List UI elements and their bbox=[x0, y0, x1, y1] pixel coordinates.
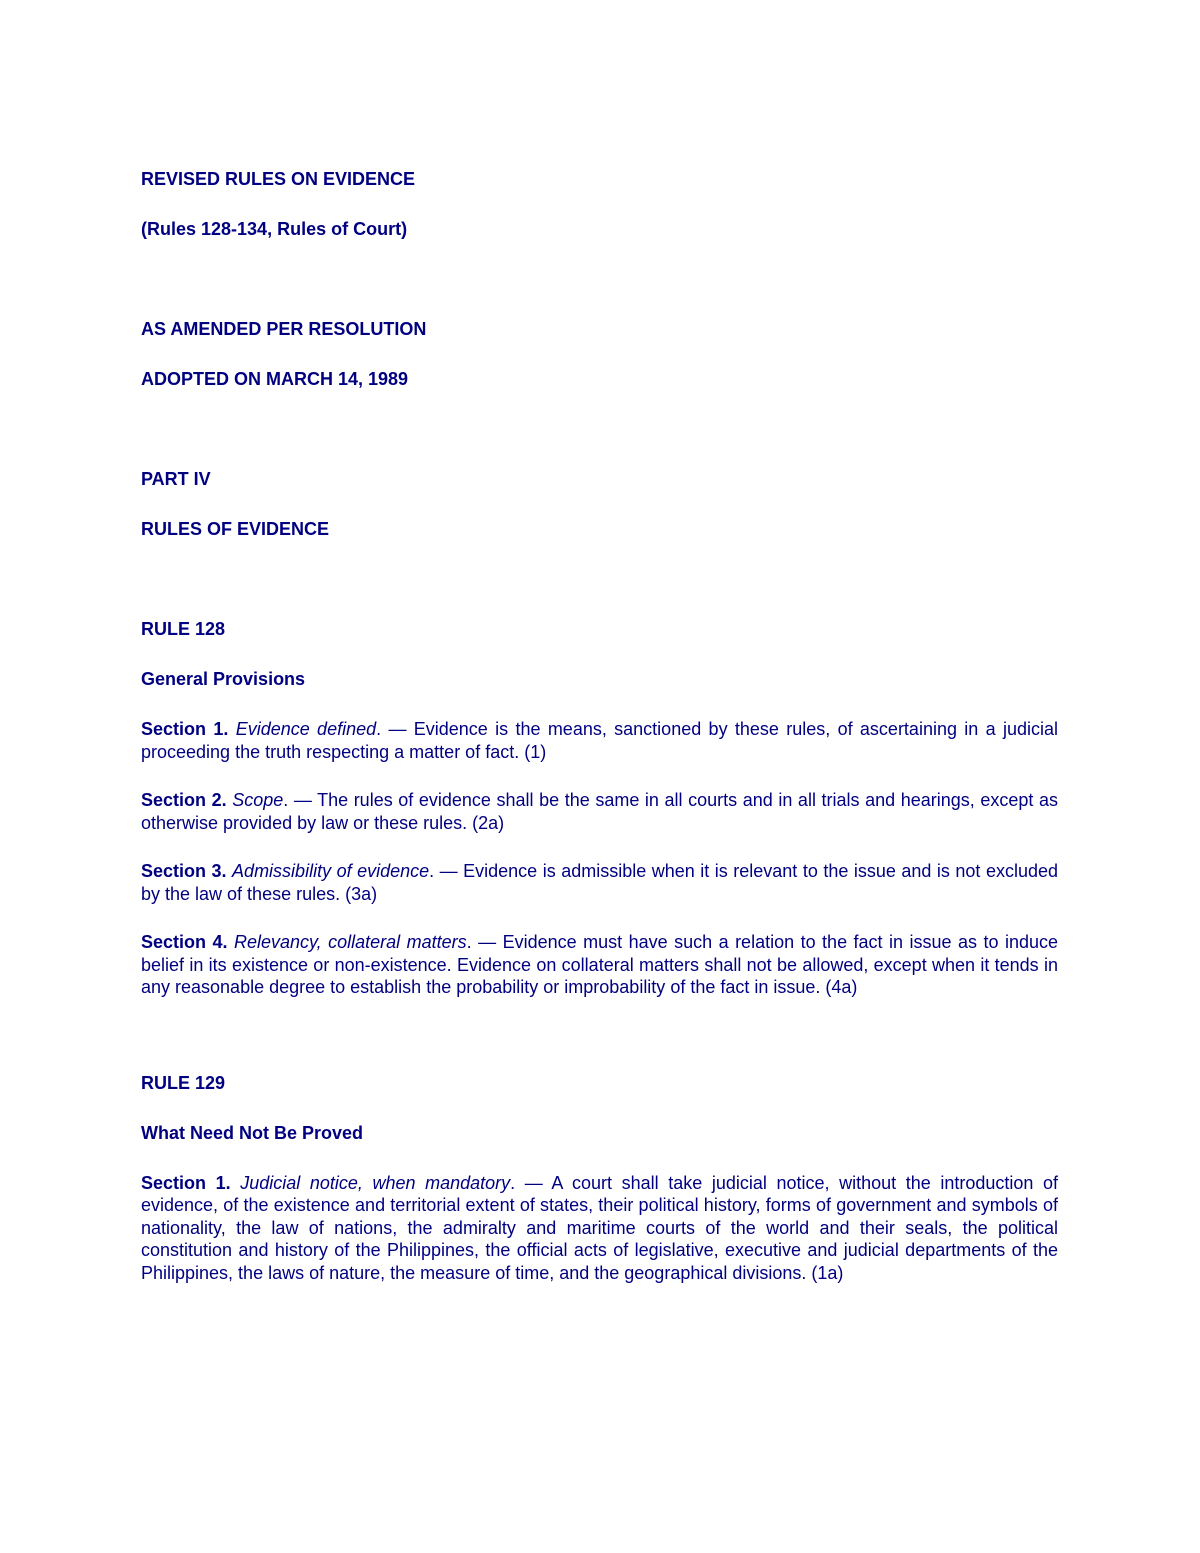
rule-129-label: RULE 129 bbox=[141, 1072, 226, 1093]
section-number: Section 2. bbox=[141, 790, 227, 810]
section-title: Evidence defined bbox=[235, 719, 377, 739]
section-text: . — The rules of evidence shall be the same in all courts and in all trials and hearings, except as otherwise provided by law or these rules. (2a) bbox=[141, 790, 1058, 833]
document-page bbox=[141, 168, 1058, 1284]
section-title: Scope bbox=[232, 790, 284, 810]
document-title: REVISED RULES ON EVIDENCE bbox=[141, 169, 416, 189]
section-text: . — Evidence is the means, sanctioned by these rules, of ascertaining in a judicial proceeding the truth respecting a matter of fact. (1) bbox=[141, 719, 1058, 762]
section-text: . — Evidence is admissible when it is relevant to the issue and is not excluded by the law of these rules. (3a) bbox=[141, 861, 1058, 904]
rule-128-label: RULE 128 bbox=[141, 619, 226, 639]
section-text: . — A court shall take judicial notice, without the introduction of evidence, of the existence and territorial extent of states, their political history, forms of government and symbols of nationality, the law of nations, the admiralty and maritime courts of the world and their seals, the political constitution and history of the Philippines, the official acts of legislative, executive and judicial departments of the Philippines, the laws of nature, the measure of time, and the geographical divisions. (1a) bbox=[141, 1172, 1059, 1283]
amended-line-2: ADOPTED ON MARCH 14, 1989 bbox=[141, 369, 409, 389]
section-number: Section 4. bbox=[141, 932, 228, 952]
document-subtitle: (Rules 128-134, Rules of Court) bbox=[141, 219, 408, 239]
rule-128-title: General Provisions bbox=[141, 669, 306, 689]
rule-128-section-3 bbox=[141, 860, 1058, 905]
amended-line-1: AS AMENDED PER RESOLUTION bbox=[141, 319, 427, 339]
rule-129-section-1 bbox=[141, 1172, 1058, 1285]
part-label: PART IV bbox=[141, 469, 211, 489]
section-number: Section 3. bbox=[141, 861, 227, 881]
rule-128-section-2 bbox=[141, 789, 1058, 834]
section-number: Section 1. bbox=[141, 719, 229, 739]
part-title: RULES OF EVIDENCE bbox=[141, 519, 330, 539]
rule-128-section-1 bbox=[141, 718, 1058, 763]
rule-128-section-4 bbox=[141, 931, 1058, 999]
section-title: Relevancy, collateral matters bbox=[233, 932, 467, 952]
section-text: . — Evidence must have such a relation to the fact in issue as to induce belief in its existence or non-existence. Evidence on collateral matters shall not be allowed, except when it tends in any reasonable degree to establish the probability or improbability of the fact in issue. (4a) bbox=[141, 932, 1058, 997]
section-title: Admissibility of evidence bbox=[232, 861, 430, 881]
rule-129-title: What Need Not Be Proved bbox=[141, 1122, 364, 1143]
section-number: Section 1. bbox=[141, 1172, 231, 1193]
section-title: Judicial notice, when mandatory bbox=[240, 1172, 511, 1193]
